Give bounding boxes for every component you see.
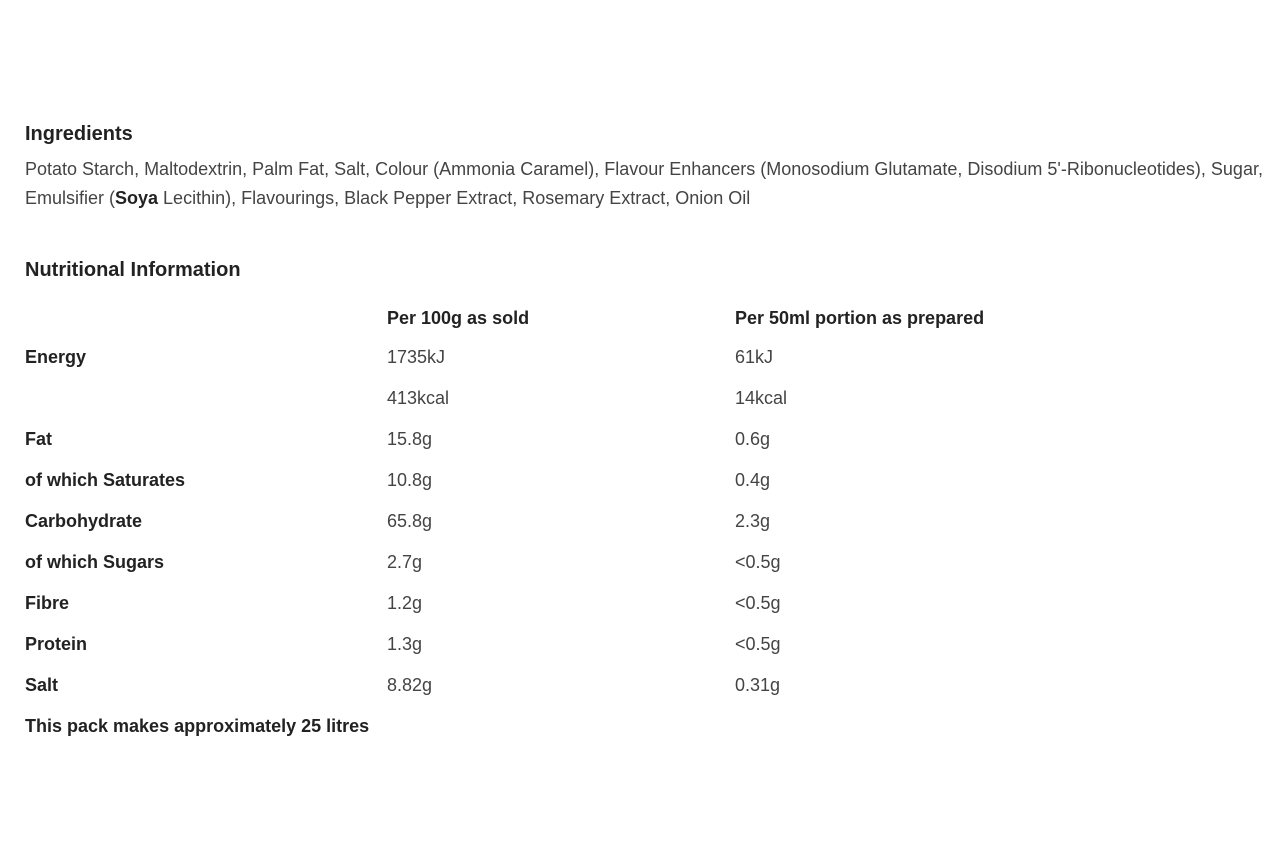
row-per-50ml: <0.5g (735, 593, 781, 613)
ingredients-text-after: Lecithin), Flavourings, Black Pepper Extract, Rosemary Extract, Onion Oil (158, 188, 751, 208)
table-row (25, 460, 984, 501)
header-label (25, 300, 387, 337)
row-label: Protein (25, 634, 88, 654)
row-per-100g: 413kcal (387, 388, 450, 408)
row-per-100g: 2.7g (387, 552, 423, 572)
row-per-100g: 1.2g (387, 593, 423, 613)
pack-yield-note: This pack makes approximately 25 litres (25, 716, 370, 736)
row-per-50ml: 0.4g (735, 470, 771, 490)
table-row (25, 665, 984, 706)
row-label: Fibre (25, 593, 70, 613)
row-label (25, 378, 387, 419)
header-per-50ml: Per 50ml portion as prepared (735, 308, 985, 328)
row-per-50ml: <0.5g (735, 634, 781, 654)
table-row (25, 378, 984, 419)
row-per-100g: 1.3g (387, 634, 423, 654)
row-per-50ml: 2.3g (735, 511, 771, 531)
table-row (25, 419, 984, 460)
product-information (25, 122, 1265, 746)
row-label: Fat (25, 429, 52, 449)
table-row (25, 624, 984, 665)
nutrition-header-row (25, 300, 984, 337)
ingredients-title: Ingredients (25, 123, 133, 145)
row-label: Energy (25, 347, 87, 367)
row-per-50ml: 0.6g (735, 429, 771, 449)
table-row (25, 501, 984, 542)
row-label: of which Saturates (25, 470, 186, 490)
header-per-100g: Per 100g as sold (387, 308, 530, 328)
row-per-100g: 65.8g (387, 511, 433, 531)
nutrition-table (25, 300, 984, 706)
table-row (25, 542, 984, 583)
row-label: of which Sugars (25, 552, 165, 572)
row-per-100g: 10.8g (387, 470, 433, 490)
row-per-50ml: 0.31g (735, 675, 781, 695)
ingredients-text (25, 155, 1265, 213)
nutrition-title: Nutritional Information (25, 259, 241, 281)
row-per-50ml: <0.5g (735, 552, 781, 572)
row-label: Salt (25, 675, 59, 695)
ingredients-text-before: Potato Starch, Maltodextrin, Palm Fat, Salt, Colour (Ammonia Caramel), Flavour Enhancers (Monosodium Glutamate, Disodium 5'-Ribonucleotides), Sugar, Emulsifier ( (25, 159, 1263, 208)
table-row (25, 583, 984, 624)
row-per-100g: 8.82g (387, 675, 433, 695)
row-per-100g: 1735kJ (387, 347, 446, 367)
allergen-soya: Soya (115, 188, 159, 208)
row-per-100g: 15.8g (387, 429, 433, 449)
row-per-50ml: 61kJ (735, 347, 774, 367)
row-per-50ml: 14kcal (735, 388, 788, 408)
table-row (25, 337, 984, 378)
row-label: Carbohydrate (25, 511, 143, 531)
